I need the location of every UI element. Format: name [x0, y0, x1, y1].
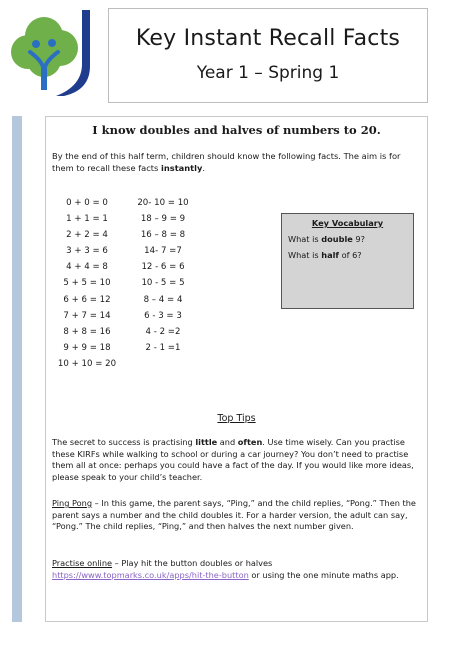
tips-p1-text: The secret to success is practising [52, 437, 196, 447]
school-logo [8, 6, 98, 98]
ping-pong-label: Ping Pong [52, 498, 93, 508]
doubles-fact: 1 + 1 = 1 [66, 214, 108, 225]
intro-text-main: By the end of this half term, children should know the following facts. The aim is for them to recall these facts [52, 151, 401, 173]
vocab-q1-post: 9? [352, 234, 365, 244]
vocab-q1-pre: What is [288, 234, 322, 244]
side-decoration-bar [12, 116, 22, 622]
halves-fact: 18 – 9 = 9 [140, 214, 186, 225]
doubles-fact: 5 + 5 = 10 [63, 278, 111, 289]
page-title: Key Instant Recall Facts [135, 26, 401, 51]
intro-text [52, 150, 420, 174]
tips-p1-emphasis: often [237, 437, 263, 447]
halves-fact: 2 - 1 =1 [145, 342, 181, 353]
intro-end: . [202, 163, 206, 173]
title-box [108, 8, 428, 103]
vocabulary-title: Key Vocabulary [311, 218, 384, 228]
doubles-fact: 0 + 0 = 0 [66, 198, 108, 208]
halves-fact: 10 - 5 = 5 [141, 278, 185, 289]
vocab-q2-term: half [321, 250, 339, 260]
halves-fact: 4 - 2 =2 [145, 326, 181, 337]
vocabulary-question [288, 250, 413, 260]
doubles-fact: 4 + 4 = 8 [66, 262, 108, 273]
tips-p1-text: . Use time wisely. Can you practise these KIRFs while walking to school or during a car journey? You don’t need to practise them all at once: perhaps you could have a fact of the day. If you would like more ideas, please speak to your child’s teacher. [52, 437, 414, 482]
halves-list [134, 195, 192, 356]
intro-emphasis: instantly [161, 163, 203, 173]
practise-online-label: Practise online [52, 558, 113, 568]
doubles-fact: 9 + 9 = 18 [63, 342, 111, 353]
halves-fact: 6 - 3 = 3 [144, 310, 182, 321]
content-panel [45, 116, 428, 622]
doubles-fact: 8 + 8 = 16 [63, 326, 111, 337]
tips-paragraph [52, 437, 422, 483]
ping-pong-paragraph [52, 498, 422, 533]
halves-fact: 16 – 8 = 8 [140, 230, 186, 241]
halves-fact: 12 - 6 = 6 [141, 262, 185, 273]
practise-online-text: – Play hit the button doubles or halves [112, 558, 273, 568]
halves-fact: 20- 10 = 10 [137, 198, 189, 208]
halves-fact: 14- 7 =7 [144, 246, 182, 257]
section-heading: I know doubles and halves of numbers to 20. [92, 123, 381, 137]
vocab-q2-post: of 6? [339, 250, 362, 260]
tips-p1-emphasis: little [195, 437, 218, 447]
doubles-fact: 3 + 3 = 6 [66, 246, 108, 257]
doubles-fact: 7 + 7 = 14 [63, 310, 111, 321]
vocab-q2-pre: What is [288, 250, 322, 260]
practise-online-paragraph [52, 558, 422, 581]
doubles-fact: 2 + 2 = 4 [66, 230, 108, 241]
top-tips-heading: Top Tips [217, 413, 256, 424]
key-vocabulary-box [281, 213, 414, 309]
hit-the-button-link[interactable]: https://www.topmarks.co.uk/apps/hit-the-button [52, 569, 249, 580]
vocab-q1-term: double [321, 234, 353, 244]
page-subtitle: Year 1 – Spring 1 [196, 63, 340, 83]
doubles-fact: 6 + 6 = 12 [63, 294, 111, 305]
halves-fact: 8 – 4 = 4 [143, 294, 183, 305]
doubles-fact: 10 + 10 = 20 [57, 358, 117, 369]
tips-p1-text: and [217, 437, 238, 447]
vocabulary-question [288, 234, 413, 244]
ping-pong-text: – In this game, the parent says, “Ping,” and the child replies, “Pong.” Then the parent says a number and the child doubles it. For a harder version, the adult can say, “Pong.” The child replies, “Ping,” and then halves the next number given. [52, 498, 416, 531]
practise-online-end: or using the one minute maths app. [248, 569, 399, 580]
doubles-list [56, 195, 118, 372]
